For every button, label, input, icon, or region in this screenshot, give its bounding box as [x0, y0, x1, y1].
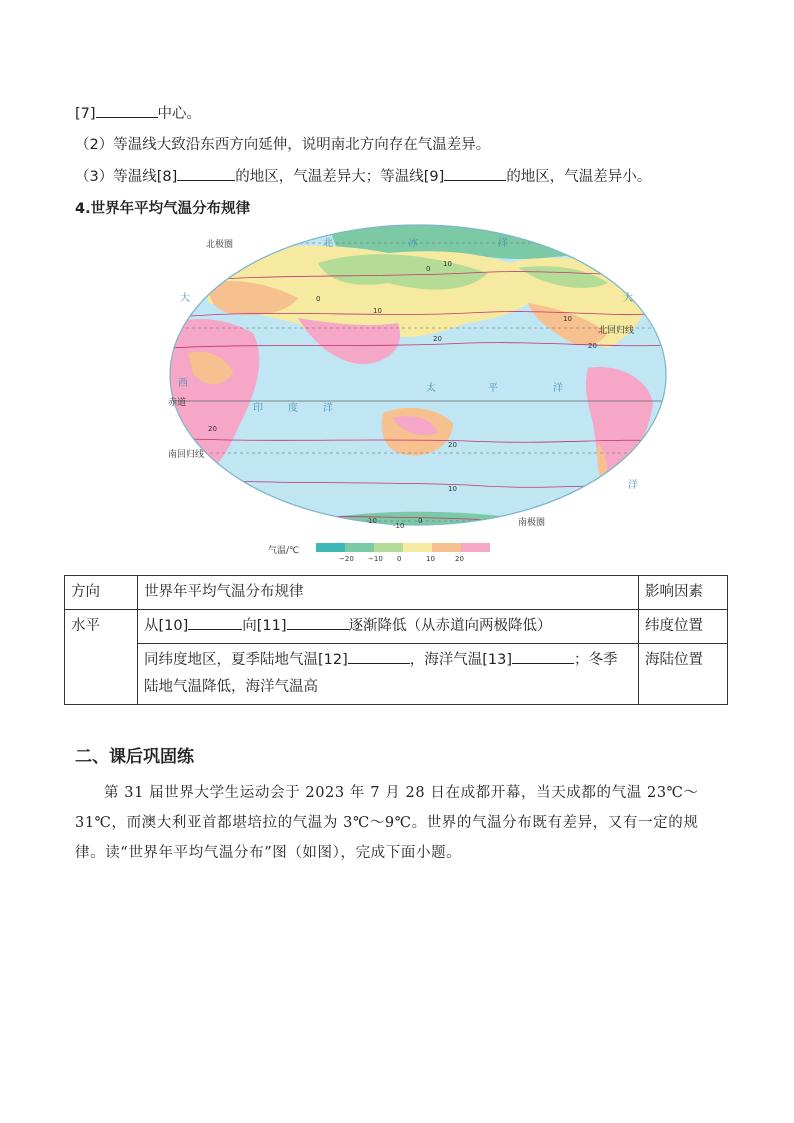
label-yang5: 洋: [628, 480, 638, 491]
row1-text-a: 从[10]: [144, 618, 189, 634]
label-south-tropic: 南回归线: [168, 450, 205, 460]
label-xi2: 西: [178, 378, 188, 389]
statement-2: （2）等温线大致沿东西方向延伸，说明南北方向存在气温差异。: [75, 137, 491, 153]
header-rule: 世界年平均气温分布规律: [138, 576, 639, 610]
label-bei: 北: [323, 238, 333, 249]
legend-swatch: [374, 543, 403, 552]
label-south-polar: 南极圈: [518, 518, 546, 528]
legend-swatch: [432, 543, 461, 552]
label-yang4: 洋: [323, 403, 333, 414]
map-svg: [168, 223, 668, 563]
row2-factor: 海陆位置: [639, 644, 728, 705]
label-yang1: 洋: [498, 238, 508, 249]
label-da1: 大: [180, 293, 190, 304]
text-3b: 的地区，气温差异大；等温线[9]: [235, 169, 445, 185]
text-3c: 的地区，气温差异小。: [506, 169, 652, 185]
table-row: [65, 644, 728, 705]
fill-line-8-9: [75, 165, 651, 186]
exercise-paragraph: 第 31 届世界大学生运动会于 2023 年 7 月 28 日在成都开幕，当天成都的气温 23℃～31℃，而澳大利亚首都堪培拉的气温为 3℃～9℃。世界的气温分布既有差异，又有一定的规律。读“世界年平均气温分布”图（如图），完成下面小题。: [75, 785, 699, 861]
legend-swatch: [345, 543, 374, 552]
legend-swatch: [403, 543, 432, 552]
legend-tick: −20: [339, 555, 354, 563]
row-label-horizontal: 水平: [65, 610, 138, 705]
row2-rule: [138, 644, 639, 705]
label-equator: 赤道: [168, 398, 187, 408]
row2-text-a: 同纬度地区，夏季陆地气温[12]: [144, 652, 348, 668]
temperature-rule-table: [64, 575, 728, 705]
table-header-row: [65, 576, 728, 610]
legend-tick: 20: [455, 555, 464, 563]
section-heading-4: 4.世界年平均气温分布规律: [75, 201, 251, 217]
header-factor: 影响因素: [639, 576, 728, 610]
label-ping: 平: [488, 383, 498, 394]
label-north-tropic: 北回归线: [598, 326, 635, 336]
legend-swatch: [316, 543, 345, 552]
blank-13[interactable]: [512, 648, 574, 664]
greenland-icon: [558, 228, 638, 253]
row2-text-c: ；冬季陆地气温降低，海洋气温高: [144, 652, 618, 695]
isotherm-label-4: 0: [316, 295, 321, 303]
blank-12[interactable]: [348, 648, 410, 664]
text-3a: （3）等温线[8]: [75, 169, 178, 185]
section-title-2: 二、课后巩固练: [75, 747, 194, 767]
world-temperature-map: [168, 223, 668, 563]
isotherm-label-5: 20: [208, 425, 217, 433]
blank-8[interactable]: [177, 165, 235, 181]
legend-tick: −10: [368, 555, 383, 563]
blank-11[interactable]: [287, 614, 349, 630]
blank-7-label: [7]: [75, 106, 96, 122]
legend-tick: 0: [397, 555, 402, 563]
south-america-land: [586, 367, 653, 503]
isotherm-label-9: 10: [563, 315, 572, 323]
blank-9[interactable]: [444, 165, 506, 181]
row1-factor: 纬度位置: [639, 610, 728, 644]
blank-7[interactable]: [96, 102, 158, 118]
label-bing: 冰: [408, 238, 418, 249]
text-center: 中心。: [157, 106, 202, 122]
label-da2: 大: [623, 293, 633, 304]
blank-10[interactable]: [188, 614, 242, 630]
isotherm-label-0: 0: [426, 265, 431, 273]
row1-text-b: 向[11]: [242, 618, 287, 634]
header-direction: 方向: [65, 576, 138, 610]
table-row: [65, 610, 728, 644]
label-yang2: 洋: [553, 383, 563, 394]
row2-text-b: ，海洋气温[13]: [409, 652, 513, 668]
isotherm-label-11: -10: [393, 522, 405, 530]
legend-tick: 10: [426, 555, 435, 563]
isotherm-label-3: 20: [433, 335, 442, 343]
row1-text-c: 逐渐降低（从赤道向两极降低）: [348, 618, 552, 634]
isotherm-label-6: 10: [448, 485, 457, 493]
fill-line-7: [75, 102, 201, 123]
legend-title: 气温/℃: [268, 546, 300, 556]
label-tai: 太: [426, 383, 436, 394]
isotherm-label-8: 20: [588, 342, 597, 350]
isotherm-label-2: 10: [373, 307, 382, 315]
legend-swatch: [461, 543, 490, 552]
isotherm-label-10: 10: [368, 517, 377, 525]
map-legend: [268, 543, 490, 563]
antarctica-land: [298, 512, 548, 563]
isotherm-label-12: 0: [418, 517, 423, 525]
label-yin: 印: [253, 403, 263, 414]
row1-rule: [138, 610, 639, 644]
label-du: 度: [288, 403, 298, 414]
isotherm-label-1: 10: [443, 260, 452, 268]
isotherm-label-7: 20: [448, 441, 457, 449]
label-north-polar: 北极圈: [206, 240, 234, 250]
